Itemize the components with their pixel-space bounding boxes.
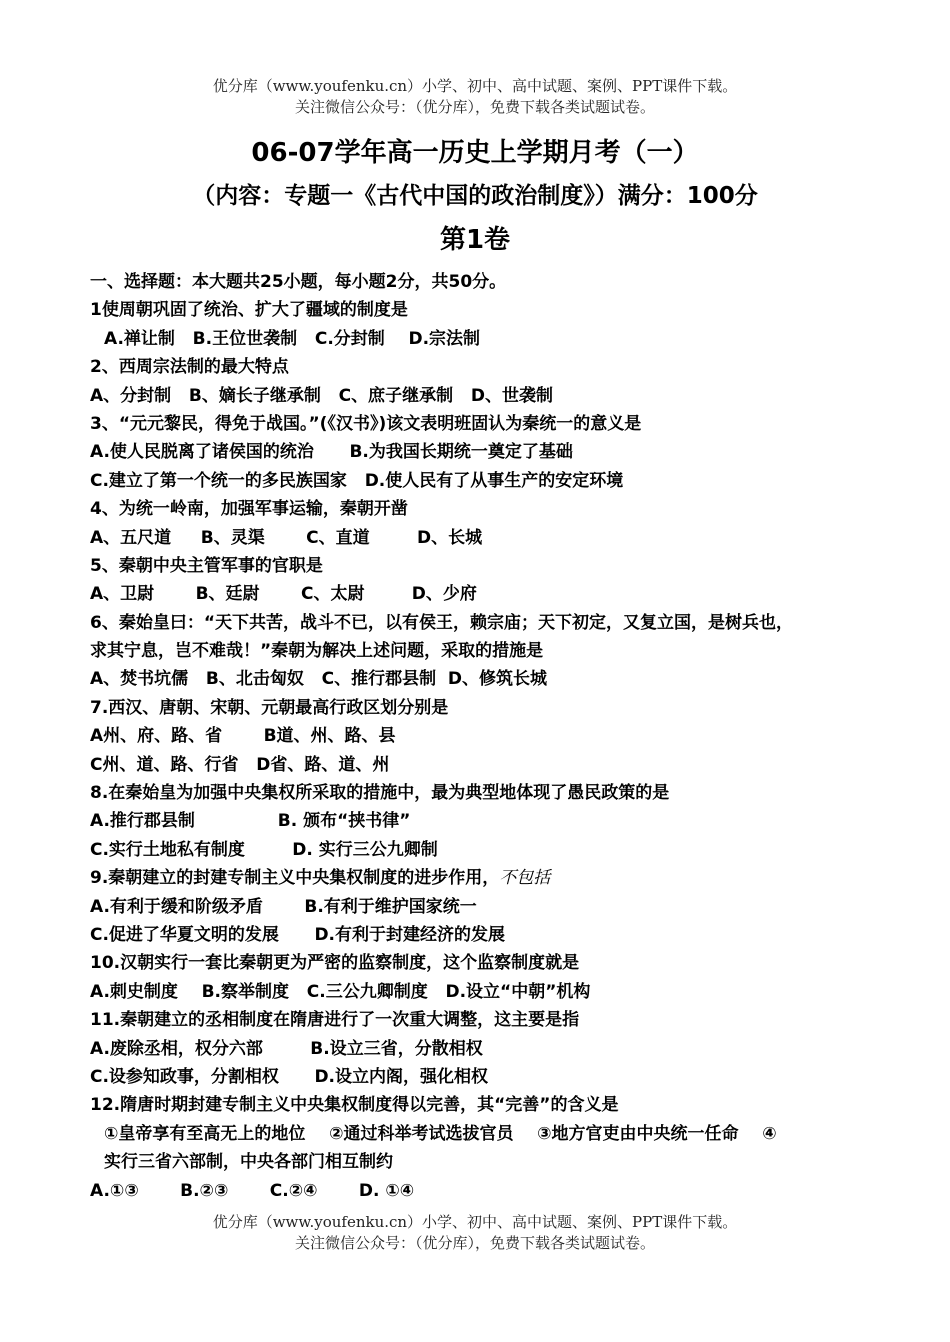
question-line: A.使人民脱离了诸侯国的统治 B.为我国长期统一奠定了基础 [90,442,573,463]
question-line: A.有利于缓和阶级矛盾 B.有利于维护国家统一 [90,896,477,917]
question-line: 12.隋唐时期封建专制主义中央集权制度得以完善，其“完善”的含义是 [90,1095,619,1116]
header-line-1: 优分库（www.youfenku.cn）小学、初中、高中试题、案例、PPT课件下载。 [212,77,738,95]
question-line: A、焚书坑儒 B、北击匈奴 C、推行郡县制 D、修筑长城 [90,669,548,690]
question-line: 4、为统一岭南，加强军事运输，秦朝开凿 [90,499,408,520]
question-12-options: ①皇帝享有至高无上的地位 ②通过科举考试选拔官员 ③地方官吏由中央统一任命 ④ [104,1123,777,1144]
question-line: 3、“元元黎民，得免于战国。”(《汉书》)该文表明班固认为秦统一的意义是 [90,413,642,434]
question-12-answers: A.①③ B.②③ C.②④ D. ①④ [90,1180,415,1201]
question-line: C.设参知政事，分割相权 D.设立内阁，强化相权 [90,1066,489,1087]
question-line: 6、秦始皇曰：“天下共苦，战斗不已，以有侯王，赖宗庙；天下初定，又复立国，是树兵也， [90,612,793,633]
question-line: 求其宁息，岂不难哉！”秦朝为解决上述问题，采取的措施是 [90,641,544,662]
question-line: 7.西汉、唐朝、宋朝、元朝最高行政区划分别是 [90,697,449,718]
question-line: A.推行郡县制 B. 颁布“挟书律” [90,811,411,832]
question-line: 2、西周宗法制的最大特点 [90,357,289,378]
question-line: 8.在秦始皇为加强中央集权所采取的措施中，最为典型地体现了愚民政策的是 [90,783,670,804]
section-heading: 一、选择题：本大题共25小题，每小题2分，共50分。 [90,272,507,292]
page-footer [0,1212,950,1254]
question-9-stem [90,864,880,892]
question-line: A、卫尉 B、廷尉 C、太尉 D、少府 [90,584,477,605]
question-line: 11.秦朝建立的丞相制度在隋唐进行了一次重大调整，这主要是指 [90,1010,580,1031]
question-body [90,268,880,1205]
question-line: C.建立了第一个统一的多民族国家 D.使人民有了从事生产的安定环境 [90,470,624,491]
question-line: 10.汉朝实行一套比秦朝更为严密的监察制度，这个监察制度就是 [90,953,580,974]
question-line: A、分封制 B、嫡长子继承制 C、庶子继承制 D、世袭制 [90,385,553,406]
question-line: A.废除丞相，权分六部 B.设立三省，分散相权 [90,1038,483,1059]
page-header [0,76,950,118]
question-line: 5、秦朝中央主管军事的官职是 [90,555,323,576]
exam-title: 06-07学年高一历史上学期月考（一） [251,138,699,168]
question-line: A.禅让制 B.王位世袭制 C.分封制 D.宗法制 [104,328,481,349]
question-line: 1使周朝巩固了统治、扩大了疆域的制度是 [90,300,408,321]
question-9-text: 9.秦朝建立的封建专制主义中央集权制度的进步作用， [90,868,500,889]
header-line-2: 关注微信公众号：（优分库），免费下载各类试题试卷。 [294,98,655,116]
question-9-emphasis: 不包括 [499,868,551,889]
question-line: C.实行土地私有制度 D. 实行三公九卿制 [90,839,438,860]
question-line: C州、道、路、行省 D省、路、道、州 [90,754,390,775]
volume-title: 第1卷 [439,225,511,255]
exam-subtitle: （内容：专题一《古代中国的政治制度》）满分：100分 [192,183,758,209]
question-12-options: 实行三省六部制，中央各部门相互制约 [104,1152,393,1173]
question-line: A州、府、路、省 B道、州、路、县 [90,726,396,747]
question-line: A.刺史制度 B.察举制度 C.三公九卿制度 D.设立“中朝”机构 [90,981,591,1002]
question-line: A、五尺道 B、灵渠 C、直道 D、长城 [90,527,483,548]
footer-line-1: 优分库（www.youfenku.cn）小学、初中、高中试题、案例、PPT课件下载。 [212,1213,738,1231]
question-line: C.促进了华夏文明的发展 D.有利于封建经济的发展 [90,924,506,945]
footer-line-2: 关注微信公众号：（优分库），免费下载各类试题试卷。 [294,1234,655,1252]
